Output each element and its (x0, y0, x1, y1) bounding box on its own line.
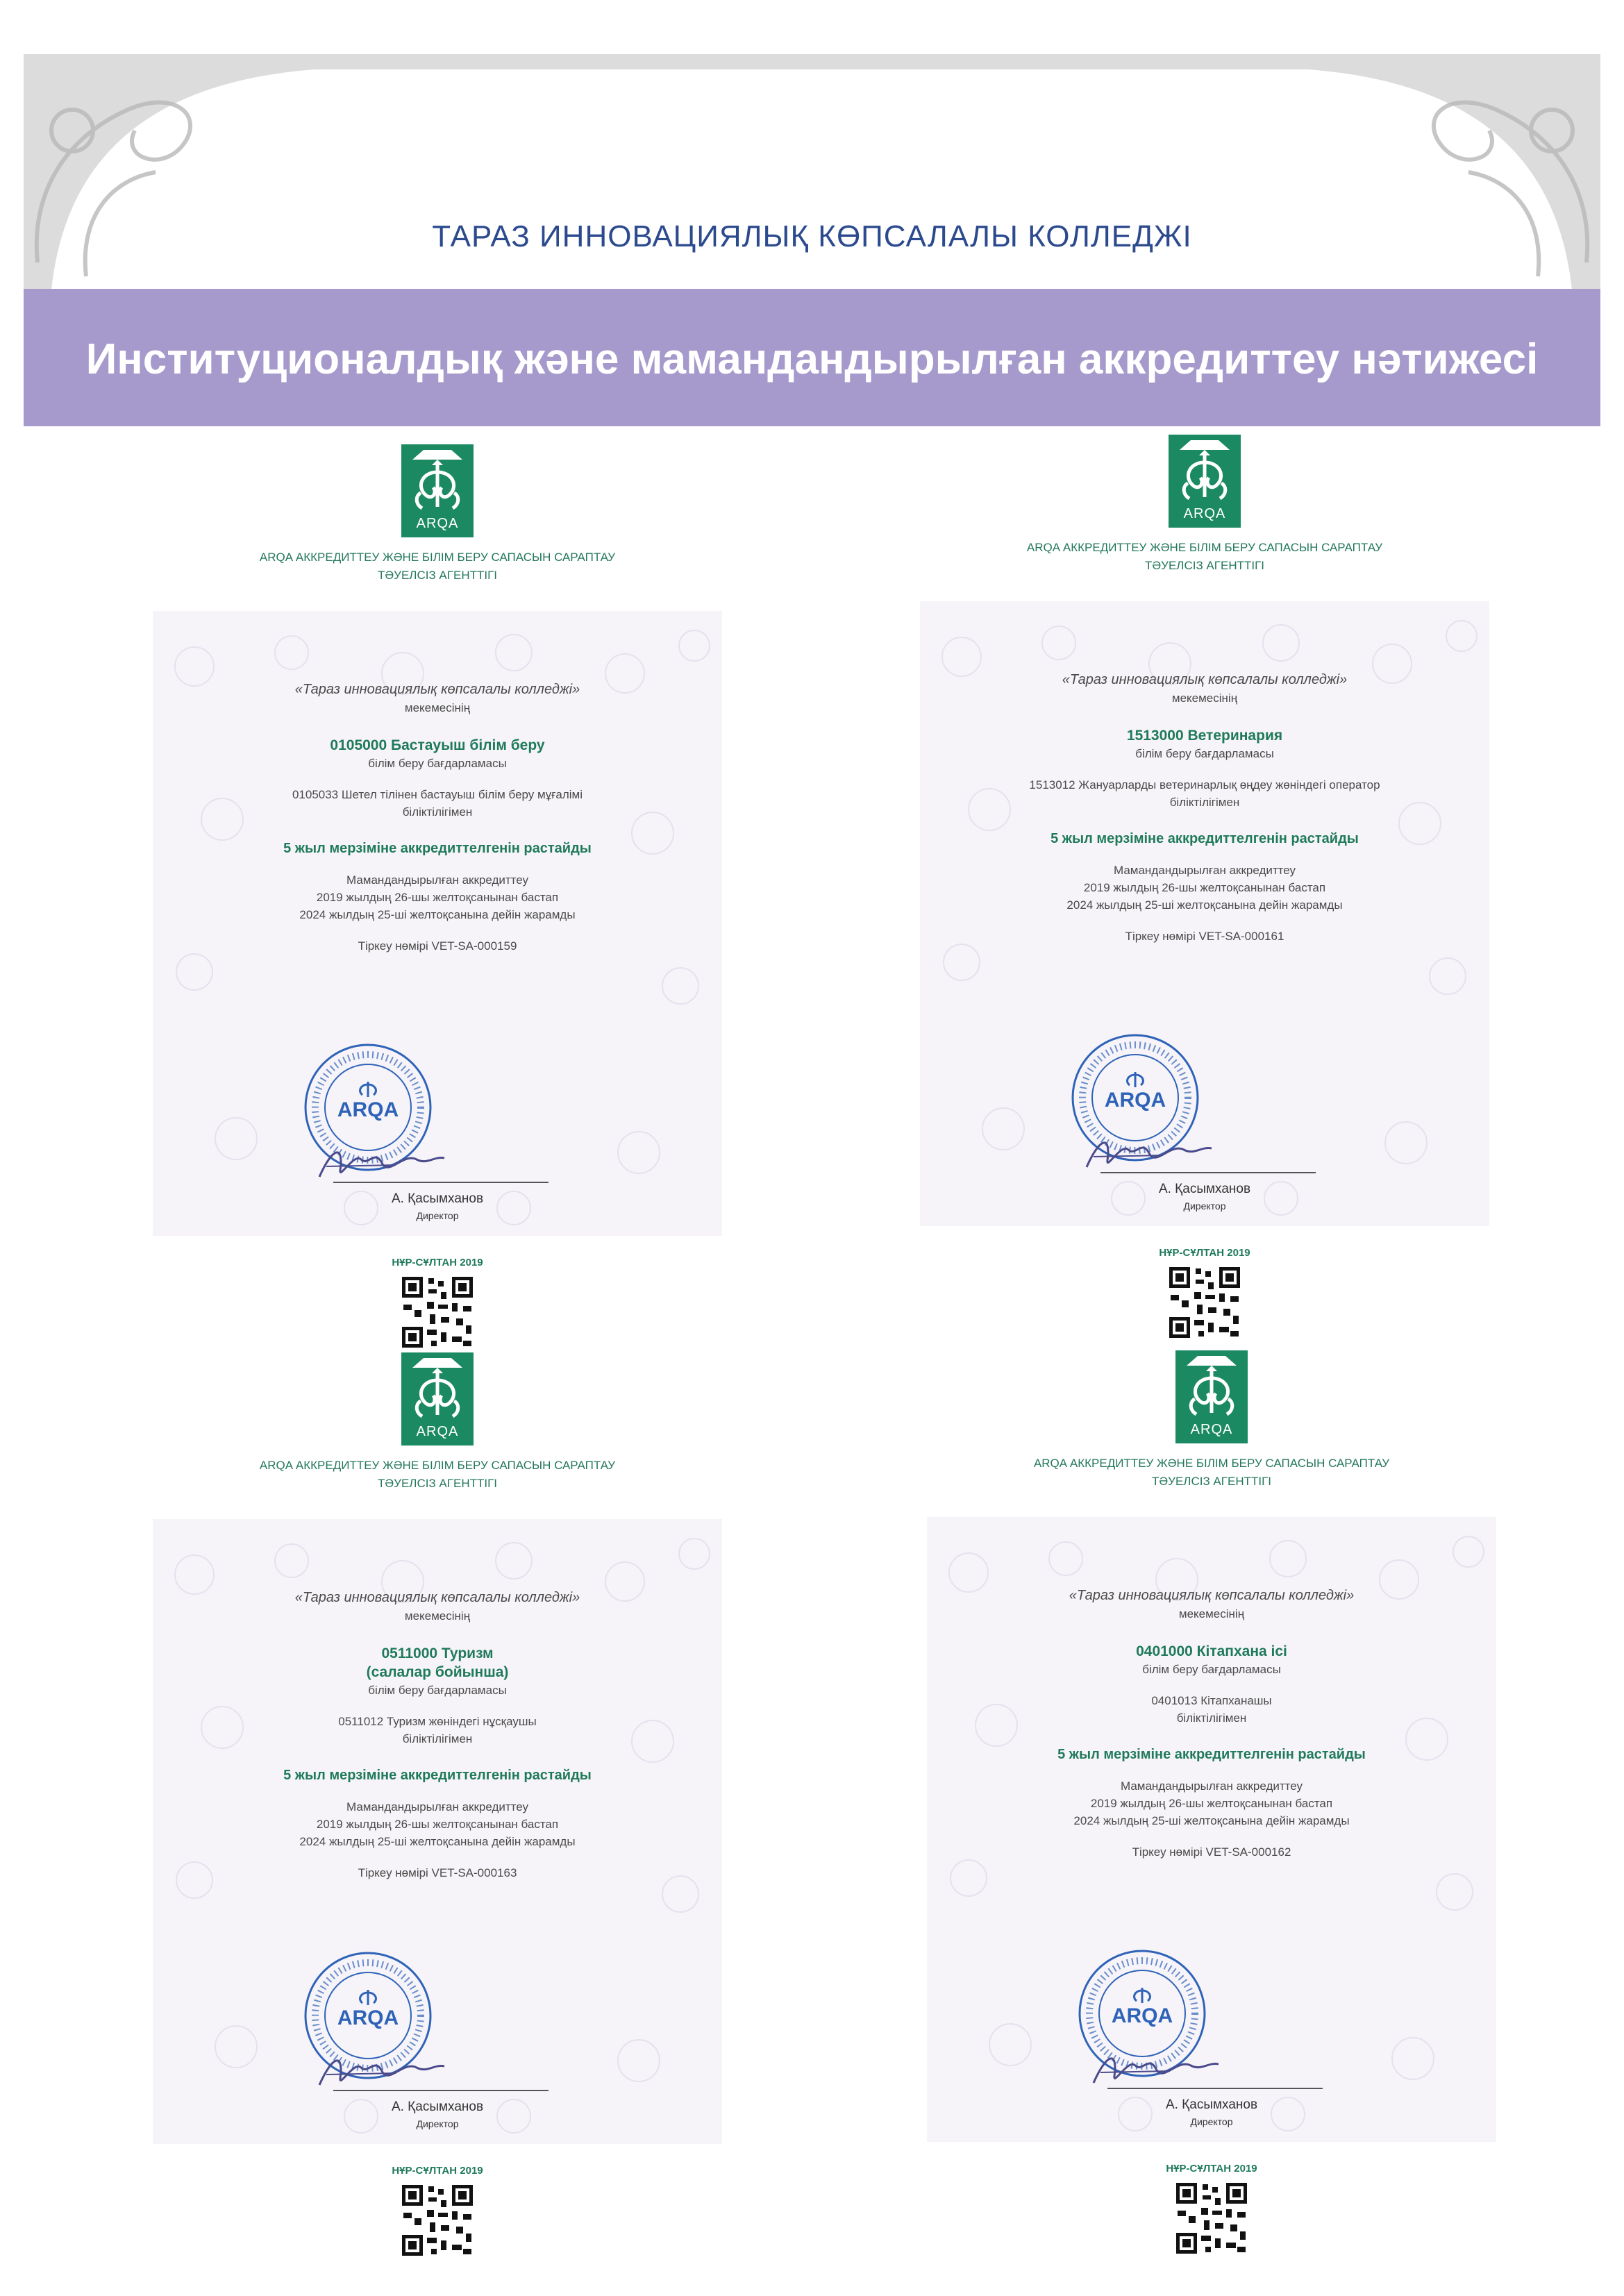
accreditation-confirmation: 5 жыл мерзіміне аккредиттелгенін растайды (283, 1768, 592, 1783)
institution-suffix: мекемесінің (404, 701, 471, 714)
valid-to: 2024 жылдың 25-ші желтоқсанына дейін жарамды (299, 908, 576, 921)
accreditation-type: Мамандандырылған аккредиттеу (1113, 864, 1296, 877)
institution-suffix: мекемесінің (404, 1609, 471, 1623)
signature (1087, 2045, 1225, 2093)
stamp-text: ARQA (337, 2006, 399, 2029)
institution-name: «Тараз инновациялық көпсалалы колледжі» (1069, 1588, 1355, 1603)
registration-number: Тіркеу нөмірі VET-SA-000162 (1132, 1845, 1291, 1859)
qualification-line-1: 0401013 Кітапханашы (1151, 1694, 1272, 1707)
valid-from: 2019 жылдың 26-шы желтоқсанынан бастап (1083, 881, 1326, 894)
agency-line-2: ТӘУЕЛСІЗ АГЕНТТІГІ (1144, 559, 1265, 572)
agency-line-1: ARQA АККРЕДИТТЕУ ЖӘНЕ БІЛІМ БЕРУ САПАСЫН САРАПТАУ (1026, 541, 1383, 554)
certificate (920, 435, 1489, 1365)
qualification-line-2: біліктілігімен (402, 1732, 473, 1745)
stamp-text: ARQA (337, 1098, 399, 1121)
agency-line-1: ARQA АККРЕДИТТЕУ ЖӘНЕ БІЛІМ БЕРУ САПАСЫН САРАПТАУ (259, 1459, 616, 1472)
valid-to: 2024 жылдың 25-ші желтоқсанына дейін жарамды (299, 1835, 576, 1848)
institution-name: «Тараз инновациялық көпсалалы колледжі» (294, 1590, 580, 1605)
director-name: А. Қасымханов (391, 1191, 484, 1206)
arqa-logo (1175, 1350, 1248, 1443)
agency-line-1: ARQA АККРЕДИТТЕУ ЖӘНЕ БІЛІМ БЕРУ САПАСЫН САРАПТАУ (1033, 1457, 1390, 1470)
qr-code (1166, 1264, 1243, 1341)
city-year: НҰР-СҰЛТАН 2019 (1166, 2163, 1257, 2175)
qualification-line-1: 0105033 Шетел тілінен бастауыш білім беру мұғалімі (292, 788, 583, 801)
accreditation-type: Мамандандырылған аккредиттеу (346, 1800, 529, 1813)
director (153, 2099, 722, 2132)
valid-from: 2019 жылдың 26-шы желтоқсанынан бастап (316, 1818, 559, 1831)
certificate-paper (920, 601, 1489, 1226)
certificate-body (920, 671, 1489, 945)
program-line-1: 0401000 Кітапхана ісі (1136, 1643, 1287, 1659)
valid-to: 2024 жылдың 25-ші желтоқсанына дейін жарамды (1073, 1814, 1350, 1827)
agency-name (927, 1455, 1496, 1491)
director (153, 1191, 722, 1224)
director-name: А. Қасымханов (1165, 2097, 1258, 2112)
program-type: білім беру бағдарламасы (1135, 747, 1274, 760)
city-year: НҰР-СҰЛТАН 2019 (1159, 1247, 1250, 1259)
signature-line (1107, 2088, 1323, 2089)
qr-code (399, 2182, 476, 2259)
accreditation-type: Мамандандырылған аккредиттеу (346, 873, 529, 887)
accreditation-confirmation: 5 жыл мерзіміне аккредиттелгенін растайды (283, 841, 592, 856)
director-name: А. Қасымханов (1158, 1182, 1251, 1196)
registration-number: Тіркеу нөмірі VET-SA-000163 (358, 1866, 517, 1879)
valid-from: 2019 жылдың 26-шы желтоқсанынан бастап (1090, 1797, 1333, 1810)
qualification-line-1: 1513012 Жануарларды ветеринарлық өңдеу жөніндегі оператор (1029, 778, 1380, 791)
certificate-body (927, 1586, 1496, 1861)
title-band (24, 289, 1600, 426)
certificate (927, 1350, 1496, 2281)
accreditation-type: Мамандандырылған аккредиттеу (1120, 1779, 1303, 1793)
program-type: білім беру бағдарламасы (368, 757, 507, 770)
director-role: Директор (1183, 1200, 1226, 1212)
institution-suffix: мекемесінің (1178, 1607, 1245, 1620)
accreditation-confirmation: 5 жыл мерзіміне аккредиттелгенін растайды (1050, 831, 1359, 846)
program-name (153, 1644, 722, 1682)
director-name: А. Қасымханов (391, 2100, 484, 2114)
program-line-1: 0105000 Бастауыш білім беру (330, 737, 545, 753)
stamp-text: ARQA (1104, 1089, 1166, 1112)
agency-name (920, 539, 1489, 575)
accreditation-confirmation: 5 жыл мерзіміне аккредиттелгенін растайды (1057, 1747, 1366, 1762)
arqa-logo (1169, 435, 1241, 528)
certificate-paper (927, 1517, 1496, 2142)
signature-line (333, 1182, 549, 1183)
program-name (920, 726, 1489, 745)
program-type: білім беру бағдарламасы (368, 1684, 507, 1697)
program-name (927, 1642, 1496, 1661)
director (927, 2097, 1496, 2130)
city-year: НҰР-СҰЛТАН 2019 (392, 1257, 483, 1268)
program-line-2: (салалар бойынша) (366, 1664, 509, 1680)
certificate-paper (153, 611, 722, 1236)
institution-suffix: мекемесінің (1171, 692, 1238, 705)
agency-line-2: ТӘУЕЛСІЗ АГЕНТТІГІ (1151, 1475, 1272, 1488)
certificate-body (153, 1589, 722, 1882)
signature (312, 1139, 451, 1187)
agency-name (153, 1457, 722, 1493)
agency-line-2: ТӘУЕЛСІЗ АГЕНТТІГІ (377, 1477, 498, 1490)
program-line-1: 1513000 Ветеринария (1126, 728, 1283, 744)
program-line-1: 0511000 Туризм (381, 1645, 494, 1661)
city-year: НҰР-СҰЛТАН 2019 (392, 2165, 483, 2177)
signature-line (1100, 1172, 1316, 1173)
program-name (153, 736, 722, 755)
qualification-line-2: біліктілігімен (1176, 1711, 1247, 1725)
certificate (153, 444, 722, 1375)
signature-line (333, 2090, 549, 2091)
college-name: ТАРАЗ ИННОВАЦИЯЛЫҚ КӨПСАЛАЛЫ КОЛЛЕДЖІ (432, 219, 1192, 253)
signature (1080, 1129, 1219, 1178)
signature (312, 2047, 451, 2095)
agency-name (153, 548, 722, 585)
director (920, 1181, 1489, 1214)
agency-line-1: ARQA АККРЕДИТТЕУ ЖӘНЕ БІЛІМ БЕРУ САПАСЫН САРАПТАУ (259, 551, 616, 564)
valid-from: 2019 жылдың 26-шы желтоқсанынан бастап (316, 891, 559, 904)
logo-text: ARQA (416, 516, 459, 531)
program-type: білім беру бағдарламасы (1142, 1663, 1281, 1676)
ornament-background (24, 54, 1600, 290)
institution-name: «Тараз инновациялық көпсалалы колледжі» (1062, 672, 1348, 687)
page-title: Институционалдық және мамандандырылған аккредиттеу нәтижесі (85, 335, 1539, 383)
logo-text: ARQA (416, 1424, 459, 1439)
institution-name: «Тараз инновациялық көпсалалы колледжі» (294, 682, 580, 697)
qr-code (1173, 2180, 1250, 2256)
logo-text: ARQA (1190, 1422, 1233, 1437)
logo-text: ARQA (1183, 506, 1226, 521)
certificate-paper (153, 1519, 722, 2144)
director-role: Директор (416, 2118, 459, 2129)
qr-code (399, 1274, 476, 1350)
agency-line-2: ТӘУЕЛСІЗ АГЕНТТІГІ (377, 569, 498, 582)
header-banner (24, 54, 1600, 290)
arqa-logo (401, 444, 474, 537)
qualification-line-2: біліктілігімен (402, 805, 473, 819)
director-role: Директор (416, 1210, 459, 1221)
director-role: Директор (1190, 2116, 1233, 2127)
valid-to: 2024 жылдың 25-ші желтоқсанына дейін жарамды (1066, 898, 1343, 912)
certificate (153, 1352, 722, 2283)
stamp-text: ARQA (1111, 2004, 1173, 2027)
qualification-line-2: біліктілігімен (1169, 796, 1240, 809)
certificate-body (153, 680, 722, 955)
qualification-line-1: 0511012 Туризм жөніндегі нұсқаушы (338, 1715, 537, 1728)
registration-number: Тіркеу нөмірі VET-SA-000161 (1125, 930, 1284, 943)
arqa-logo (401, 1352, 474, 1446)
registration-number: Тіркеу нөмірі VET-SA-000159 (358, 939, 517, 953)
